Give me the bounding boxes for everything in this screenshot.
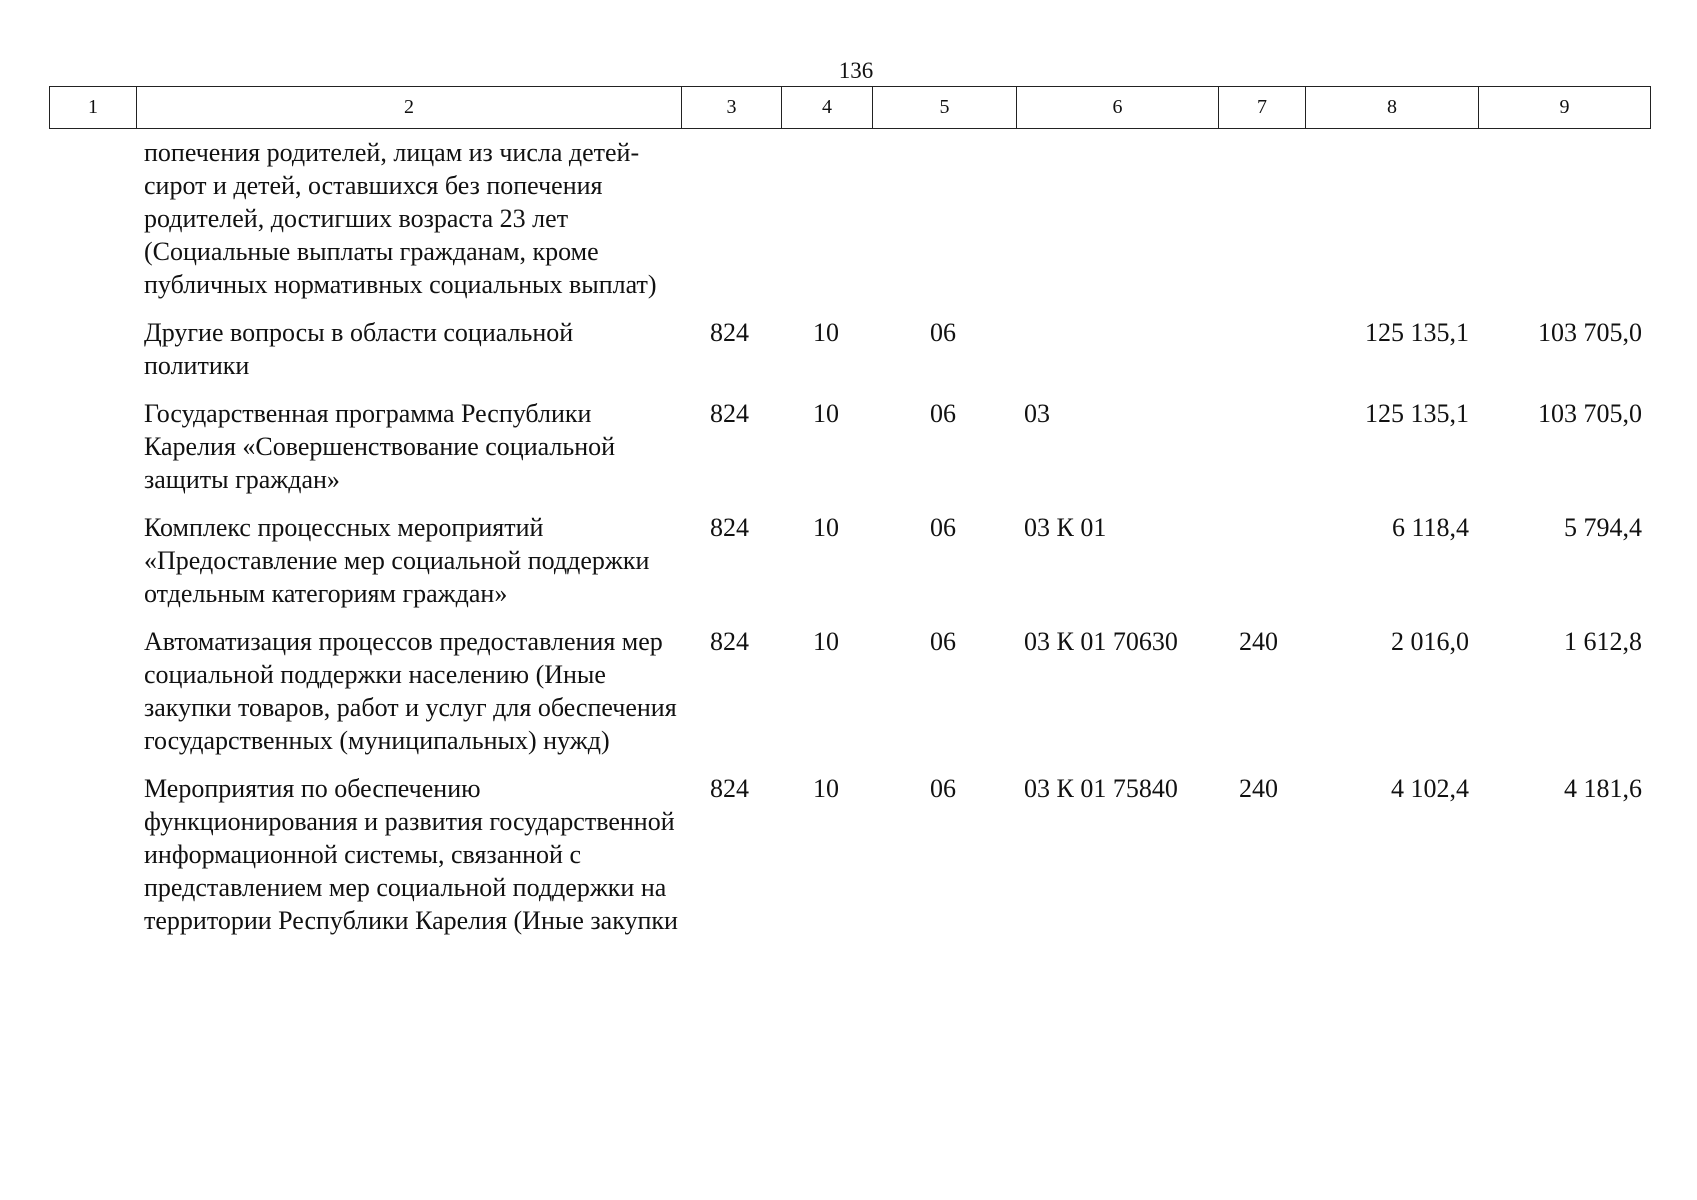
header-col-7: 7 <box>1219 87 1306 129</box>
target-article: 03 К 01 75840 <box>1024 774 1178 803</box>
expense-name: Автоматизация процессов предоставления мер социальной поддержки населению (Иные закупки товаров, работ и услуг для обеспечения государственных (муниципальных) нужд) <box>144 627 677 755</box>
amount-col-9: 5 794,4 <box>1564 513 1642 542</box>
table-row <box>49 772 1650 937</box>
grbs-code: 824 <box>710 399 749 428</box>
header-col-2: 2 <box>137 87 682 129</box>
table-row <box>49 625 1650 757</box>
subsection-code: 06 <box>930 774 956 803</box>
amount-col-9: 103 705,0 <box>1538 399 1642 428</box>
table-row <box>49 316 1650 382</box>
header-col-1: 1 <box>50 87 137 129</box>
header-col-6: 6 <box>1017 87 1219 129</box>
table-row <box>49 511 1650 610</box>
amount-col-8: 125 135,1 <box>1365 399 1469 428</box>
header-col-4: 4 <box>782 87 873 129</box>
target-article: 03 <box>1024 399 1050 428</box>
table-row <box>49 397 1650 496</box>
section-code: 10 <box>813 627 839 656</box>
grbs-code: 824 <box>710 774 749 803</box>
table-row <box>49 136 1650 301</box>
grbs-code: 824 <box>710 627 749 656</box>
amount-col-8: 125 135,1 <box>1365 318 1469 347</box>
amount-col-9: 4 181,6 <box>1564 774 1642 803</box>
header-col-9: 9 <box>1479 87 1651 129</box>
amount-col-9: 103 705,0 <box>1538 318 1642 347</box>
page-number: 136 <box>838 58 874 83</box>
expense-type: 240 <box>1239 627 1278 656</box>
expense-name: Мероприятия по обеспечению функционирования и развития государственной информационной системы, связанной с представлением мер социальной поддержки на территории Республики Карелия (Иные закупки <box>144 774 678 935</box>
subsection-code: 06 <box>930 513 956 542</box>
expense-name: Комплекс процессных мероприятий «Предоставление мер социальной поддержки отдельным категориям граждан» <box>144 513 650 608</box>
grbs-code: 824 <box>710 513 749 542</box>
target-article: 03 К 01 70630 <box>1024 627 1178 656</box>
column-number-header <box>49 86 1651 129</box>
amount-col-8: 6 118,4 <box>1391 513 1469 542</box>
budget-table-body <box>49 136 1650 937</box>
header-col-8: 8 <box>1306 87 1479 129</box>
amount-col-8: 4 102,4 <box>1391 774 1469 803</box>
subsection-code: 06 <box>930 318 956 347</box>
expense-name: Государственная программа Республики Карелия «Совершенствование социальной защиты граждан» <box>144 399 616 494</box>
amount-col-9: 1 612,8 <box>1564 627 1642 656</box>
expense-name: Другие вопросы в области социальной политики <box>144 318 574 380</box>
section-code: 10 <box>813 318 839 347</box>
target-article: 03 К 01 <box>1024 513 1107 542</box>
expense-type: 240 <box>1239 774 1278 803</box>
header-col-3: 3 <box>682 87 782 129</box>
subsection-code: 06 <box>930 627 956 656</box>
section-code: 10 <box>813 513 839 542</box>
grbs-code: 824 <box>710 318 749 347</box>
header-col-5: 5 <box>873 87 1017 129</box>
subsection-code: 06 <box>930 399 956 428</box>
section-code: 10 <box>813 774 839 803</box>
amount-col-8: 2 016,0 <box>1391 627 1469 656</box>
section-code: 10 <box>813 399 839 428</box>
expense-name: попечения родителей, лицам из числа детей-сирот и детей, оставшихся без попечения родителей, достигших возраста 23 лет (Социальные выплаты гражданам, кроме публичных нормативных социальных выплат) <box>144 138 657 299</box>
